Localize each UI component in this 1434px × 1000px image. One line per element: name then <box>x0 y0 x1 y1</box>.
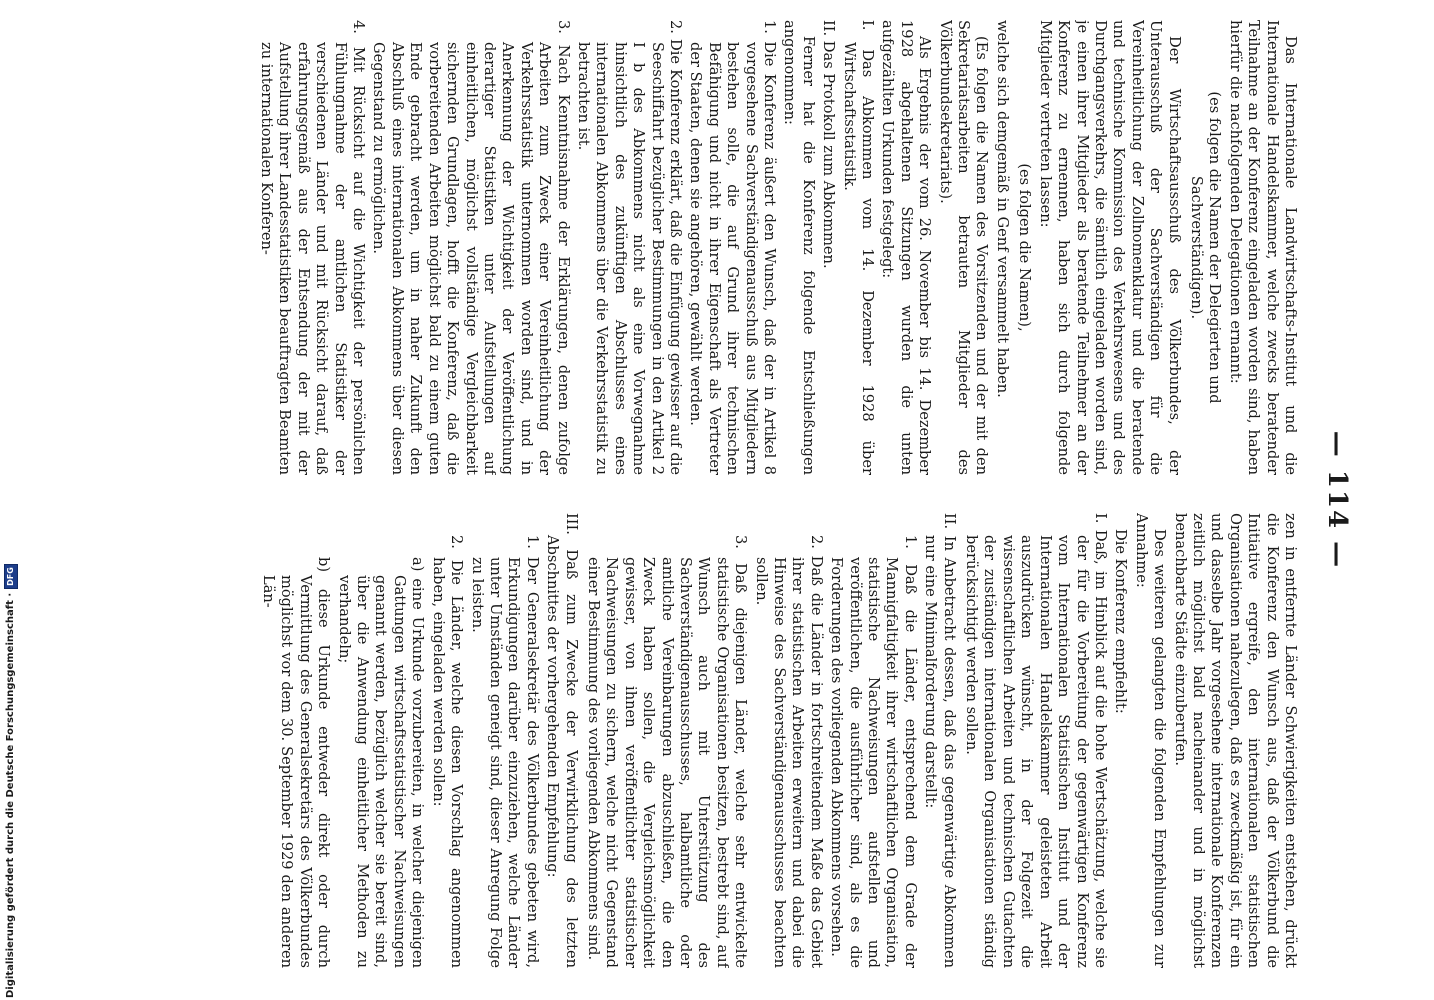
digitization-credit <box>4 567 18 998</box>
left-column-paragraph: 4. Mit Rücksicht auf die Wichtigkeit der persönlichen Fühlungnahme der amtlichen Statistiker der verschiedenen Länder und mit Rücksicht darauf, daß erfahrungsgemäß aus der Entsendung der mit der Aufstellung ihrer Landesstatistiken beauftragten Beamten zu internationalen Konferen- <box>258 20 368 475</box>
right-column-paragraph: Des weiteren gelangten die folgenden Empfehlungen zur Annahme: <box>1132 513 1169 968</box>
left-column-paragraph: I. Das Abkommen vom 14. Dezember 1928 über Wirtschaftsstatistik. <box>840 20 877 475</box>
left-column-paragraph: (es folgen die Namen der Delegierten und Sachverständigen). <box>1187 91 1224 404</box>
right-column-paragraph: 2. Daß die Länder in fortschreitendem Maße das Gebiet ihrer statistischen Arbeiten erweitern und dabei die Hinweise des Sachverständigenausschusses beachten sollen. <box>752 535 825 968</box>
right-column-paragraph: 1. Der Generalsekretär des Völkerbundes gebeten wird, Erkundigungen darüber einzuziehen, welche Länder unter Umständen geneigt sind, dieser Anregung Folge zu leisten. <box>468 535 541 968</box>
left-column-paragraph: 1. Die Konferenz äußert den Wunsch, daß der in Artikel 8 vorgesehene Sachverständigenausschuß aus Mitgliedern bestehen solle, die auf Grund ihrer technischen Befähigung und nicht in ihrer Eigenschaft als Vertreter der Staaten, denen sie angehören, gewählt werden. <box>687 20 779 475</box>
right-column-paragraph: II. In Anbetracht dessen, daß das gegenwärtige Abkommen nur eine Minimalforderung darstellt: <box>922 513 958 968</box>
right-column-paragraph: a) eine Urkunde vorzubereiten, in welcher diejenigen Gattungen wirtschaftsstatistischer Nachweisungen genannt werden, bezüglich welcher sie bereit sind, über die Anwendung einheitlicher Methoden zu verhandeln; <box>335 557 427 968</box>
left-column-paragraph: (Es folgen die Namen des Vorsitzenden und der mit den Sekretariatsarbeiten betrauten Mitglieder des Völkerbundsekretariats). <box>936 20 991 475</box>
left-column <box>39 20 1299 475</box>
right-column-paragraph: b) diese Urkunde entweder direkt oder durch Vermittlung des Generalsekretärs des Völkerbundes möglichst vor dem 30. September 1929 den anderen Län- <box>260 557 333 968</box>
left-column-paragraph: Ferner hat die Konferenz folgende Entschließungen angenommen: <box>781 20 817 475</box>
right-column-paragraph: I. Daß, im Hinblick auf die hohe Wertschätzung, welche sie der für die Vorbereitung der gegenwärtigen Konferenz vom Internationalen Statistischen Institut und der Internationalen Handelskammer geleisteten Arbeit auszudrücken wünscht, in der Folgezeit die wissenschaftlichen Arbeiten und technischen Gutachten der zuständigen internationalen Organisationen ständig berücksichtigt werden sollen. <box>963 513 1109 968</box>
right-column-paragraph: 1. Daß die Länder, entsprechend dem Grade der Mannigfaltigkeit ihrer wirtschaftlichen Organisation, statistische Nachweisungen aufstellen und veröffentlichen, die ausführlicher sind, als es die Forderungen des vorliegenden Abkommens vorsehen. <box>828 535 919 968</box>
left-column-paragraph: Das Internationale Landwirtschafts-Institut und die Internationale Handelskammer, welche zwecks beratender Teilnahme an der Konferenz eingeladen worden sind, haben hierfür die nachfolgenden Delegationen ernannt: <box>1226 20 1299 475</box>
right-column-paragraph: 2. Die Länder, welche diesen Vorschlag angenommen haben, eingeladen werden sollen: <box>429 535 466 968</box>
credit-text: Digitalisierung gefördert durch die Deutsche Forschungsgemeinschaft · <box>5 592 16 998</box>
left-column-paragraph: Der Wirtschaftsausschuß des Völkerbundes, der Unterausschuß der Sachverständigen für die Vereinheitlichung der Zollnomenklatur und die beratende und technische Kommission des Verkehrswesens und des Durchgangsverkehrs, die sämtlich eingeladen worden sind, je einen ihrer Mitglieder als beratende Teilnehmer an der Konferenz zu ernennen, haben sich durch folgende Mitglieder vertreten lassen: <box>1036 20 1183 475</box>
right-column-paragraph: III. Daß zum Zwecke der Verwirklichung des letzten Abschnittes der vorhergehenden Empfehlung: <box>544 513 580 968</box>
right-column-paragraph: Die Konferenz empfiehlt: <box>1112 529 1130 714</box>
left-column-paragraph: 3. Nach Kenntnisnahme der Erklärungen, denen zufolge Arbeiten zum Zweck einer Vereinheitlichung der Verkehrsstatistik unternommen worden sind, und in Anerkennung der Wichtigkeit der Veröffentlichung derartiger Statistiken unter Aufstellungen auf einheitlichen, möglichst vollständige Vergleichbarkeit sichernden Grundlagen, hofft die Konferenz, daß die vorbereitenden Arbeiten möglichst bald zu einem guten Ende gebracht werden, um in naher Zukunft den Abschluß eines internationalen Abkommens über diesen Gegenstand zu ermöglichen. <box>370 20 572 475</box>
left-column-paragraph: Als Ergebnis der vom 26. November bis 14. Dezember 1928 abgehaltenen Sitzungen wurden die unten aufgezählten Urkunden festgelegt: <box>879 20 934 475</box>
right-column-paragraph: zen in entfernte Länder Schwierigkeiten entstehen, drückt die Konferenz den Wunsch aus, daß der Völkerbund die Initiative ergreife, den internationalen statistischen Organisationen nahezulegen, daß es zweckmäßig ist, für ein und dasselbe Jahr vorgesehene internationale Konferenzen zeitlich möglichst bald nacheinander und in möglichst benachbarte Städte einzuberufen. <box>1171 513 1299 968</box>
left-column-paragraph: (es folgen die Namen), <box>1016 163 1034 332</box>
dfg-logo: DFG <box>4 564 18 589</box>
left-column-paragraph: welche sich demgemäß in Genf versammelt haben. <box>993 20 1011 398</box>
left-column-paragraph: II. Das Protokoll zum Abkommen. <box>820 20 838 269</box>
right-column-paragraph: 3. Daß diejenigen Länder, welche sehr entwickelte statistische Organisationen besitzen, bestrebt sind, auf Wunsch auch mit Unterstützung des Sachverständigenausschusses, halbamtliche oder amtliche Vereinbarungen abzuschließen, die den Zweck haben sollen, die Vergleichsmöglichkeit gewisser, von ihnen veröffentlichter statistischer Nachweisungen zu sichern, welche nicht Gegenstand einer Bestimmung des vorliegenden Abkommens sind. <box>584 535 750 968</box>
page-number: — 114 — <box>1322 430 1352 570</box>
right-column <box>39 513 1299 968</box>
left-column-paragraph: 2. Die Konferenz erklärt, daß die Einfügung gewisser auf die Seeschiffahrt bezüglicher Bestimmungen in den Artikel 2 I b des Abkommens nicht als eine Vorwegnahme hinsichtlich des zukünftigen Abschlusses eines internationalen Abkommens über die Verkehrsstatistik zu betrachten ist. <box>574 20 684 475</box>
rotated-page <box>17 20 1357 980</box>
